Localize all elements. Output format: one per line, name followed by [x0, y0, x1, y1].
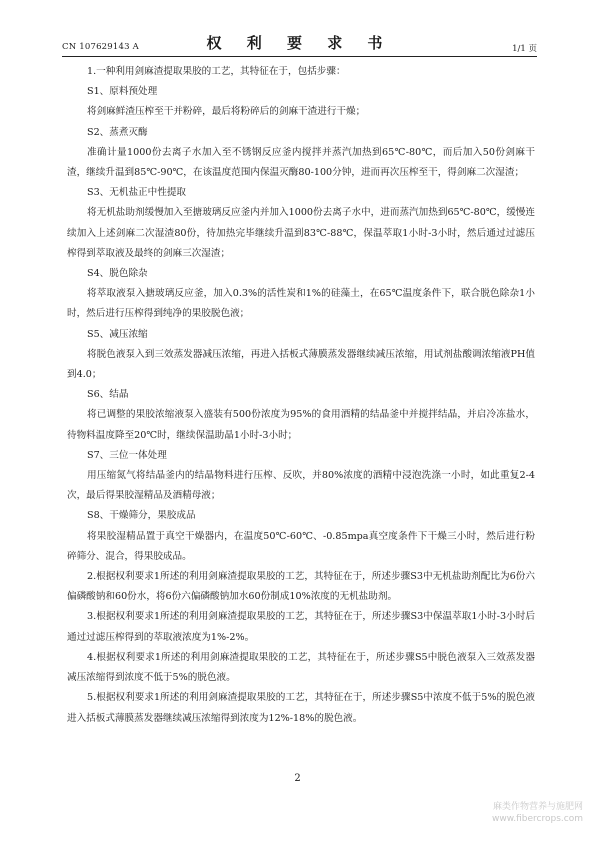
step-text-s4: 将萃取液泵入搪玻璃反应釜，加入0.3%的活性炭和1%的硅藻土，在65℃温度条件下，联合脱色除杂1小时，然后进行压榨得到纯净的果胶脱色液；	[67, 288, 535, 320]
document-title: 权 利 要 求 书	[206, 34, 393, 52]
step-heading-s4: S4、脱色除杂	[87, 268, 148, 280]
claim-5: 5.根据权利要求1所述的利用剑麻渣提取果胶的工艺，其特征在于，所述步骤S5中浓度不低于5%的脱色液进入括板式薄膜蒸发器继续减压浓缩得到浓度为12%-18%的脱色液。	[67, 692, 535, 724]
page-number: 2	[294, 773, 301, 784]
watermark	[492, 801, 583, 825]
claim-3: 3.根据权利要求1所述的利用剑麻渣提取果胶的工艺，其特征在于，所述步骤S3中保温萃取1小时-3小时后通过过滤压榨得到的萃取液浓度为1%-2%。	[67, 611, 535, 643]
step-text-s6: 将已调整的果胶浓缩液泵入盛装有500份浓度为95%的食用酒精的结晶釜中并搅拌结晶，并启冷冻盐水，待物料温度降至20℃时，继续保温助晶1小时-3小时；	[67, 409, 535, 441]
step-heading-s8: S8、干燥筛分，果胶成品	[87, 510, 196, 522]
publication-number: CN 107629143 A	[62, 42, 139, 52]
step-heading-s6: S6、结晶	[87, 389, 129, 401]
step-heading-s2: S2、蒸煮灭酶	[87, 126, 148, 138]
step-text-s3: 将无机盐助剂缓慢加入至搪玻璃反应釜内并加入1000份去离子水中，进而蒸汽加热到65℃-80℃，缓慢连续加入上述剑麻二次湿渣80份，待加热完毕继续升温到83℃-88℃，保温萃取1小时-3小时，然后通过过滤压榨得到萃取液及最终的剑麻三次湿渣；	[67, 207, 535, 259]
step-text-s5: 将脱色液泵入到三效蒸发器减压浓缩，再进入括板式薄膜蒸发器继续减压浓缩，用试剂盐酸调浓缩液PH值到4.0；	[67, 348, 535, 381]
claim-4: 4.根据权利要求1所述的利用剑麻渣提取果胶的工艺，其特征在于，所述步骤S5中脱色液泵入三效蒸发器减压浓缩得到浓度不低于5%的脱色液。	[67, 651, 535, 684]
step-text-s7: 用压缩氮气将结晶釜内的结晶物料进行压榨、反吹，并80%浓度的酒精中浸泡洗涤一小时，如此重复2-4次，最后得果胶湿精品及酒精母液；	[67, 470, 535, 502]
step-text-s8: 将果胶湿精品置于真空干燥器内，在温度50℃-60℃、-0.85mpa真空度条件下干燥三小时，然后进行粉碎筛分、混合，得果胶成品。	[67, 530, 535, 562]
claims-body	[67, 62, 535, 729]
step-heading-s3: S3、无机盐正中性提取	[87, 187, 187, 199]
claim-1-intro: 1.一种利用剑麻渣提取果胶的工艺，其特征在于，包括步骤：	[87, 66, 346, 77]
watermark-line-1: 麻类作物营养与施肥网	[492, 802, 583, 812]
step-text-s2: 准确计量1000份去离子水加入至不锈钢反应釜内搅拌并蒸汽加热到65℃-80℃，而后加入50份剑麻干渣，继续升温到85℃-90℃，在该温度范围内保温灭酶80-100分钟，进而再次压榨至干，得剑麻二次湿渣；	[67, 146, 535, 179]
header-rule	[62, 56, 537, 57]
claim-2: 2.根据权利要求1所述的利用剑麻渣提取果胶的工艺，其特征在于，所述步骤S3中无机盐助剂配比为6份六偏磷酸钠和60份水，将6份六偏磷酸钠加水60份制成10%浓度的无机盐助剂。	[67, 571, 535, 603]
document-header	[62, 32, 537, 54]
step-heading-s1: S1、原料预处理	[87, 86, 158, 98]
step-text-s1: 将剑麻鲜渣压榨至干并粉碎，最后将粉碎后的剑麻干渣进行干燥；	[87, 106, 366, 118]
watermark-line-2: www.fibercrops.com	[492, 814, 583, 824]
page-info: 1/1 页	[512, 44, 537, 54]
step-heading-s5: S5、减压浓缩	[87, 328, 148, 340]
step-heading-s7: S7、三位一体处理	[87, 449, 167, 461]
